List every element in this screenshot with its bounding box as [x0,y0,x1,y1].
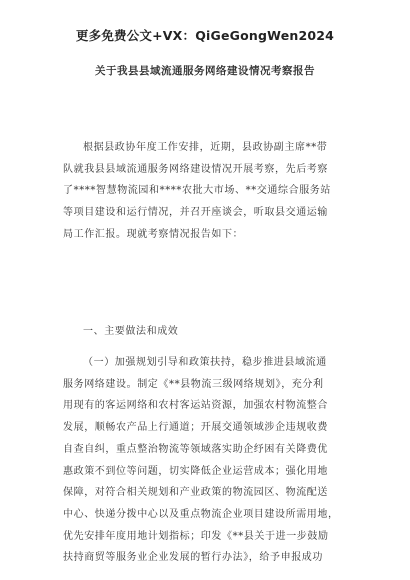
intro-line: 等项目建设和运行情况，并召开座谈会，听取县交通运输 [63,207,328,219]
body-line: 优先安排年度用地计划指标；印发《**县关于进一步鼓励 [63,530,329,542]
body-line: 服务网络建设。制定《**县物流三级网络规划》，充分利 [63,378,324,390]
intro-line: 队就我县县域流通服务网络建设情况开展考察，先后考察 [63,163,328,175]
promo-header: 更多免费公文+VX：QiGeGongWen2024 [75,28,335,43]
body-line: 中心、快递分拨中心以及重点物流企业项目建设所需用地， [63,508,339,520]
intro-line: 局工作汇报。现就考察情况报告如下： [63,228,244,240]
intro-line: 根据县政协年度工作安排，近期，县政协副主席**带 [83,142,328,153]
body-line: 发展，顺畅农产品上行通道；开展交通领域涉企违规收费 [63,422,328,434]
body-paragraph [63,352,347,569]
body-line: （一）加强规划引导和政策扶持，稳步推进县域流通 [83,357,327,368]
body-line: 惠政策不到位等问题，切实降低企业运营成本；强化用地 [63,465,328,477]
body-line: 保障，对符合相关规划和产业政策的物流园区、物流配送 [63,487,328,499]
body-line: 自查自纠，重点整治物流等领域落实助企纾困有关降费优 [63,443,328,455]
body-line: 扶持商贸等服务业企业发展的暂行办法》，给予申报成功 [63,552,323,564]
intro-line: 了****智慧物流园和****农批大市场、**交通综合服务站 [63,185,331,197]
section-heading: 一、主要做法和成效 [83,326,179,337]
body-line: 用现有的客运网络和农村客运站资源，加强农村物流整合 [63,400,328,412]
document-title: 关于我县县域流通服务网络建设情况考察报告 [95,65,315,77]
intro-paragraph [63,137,347,246]
